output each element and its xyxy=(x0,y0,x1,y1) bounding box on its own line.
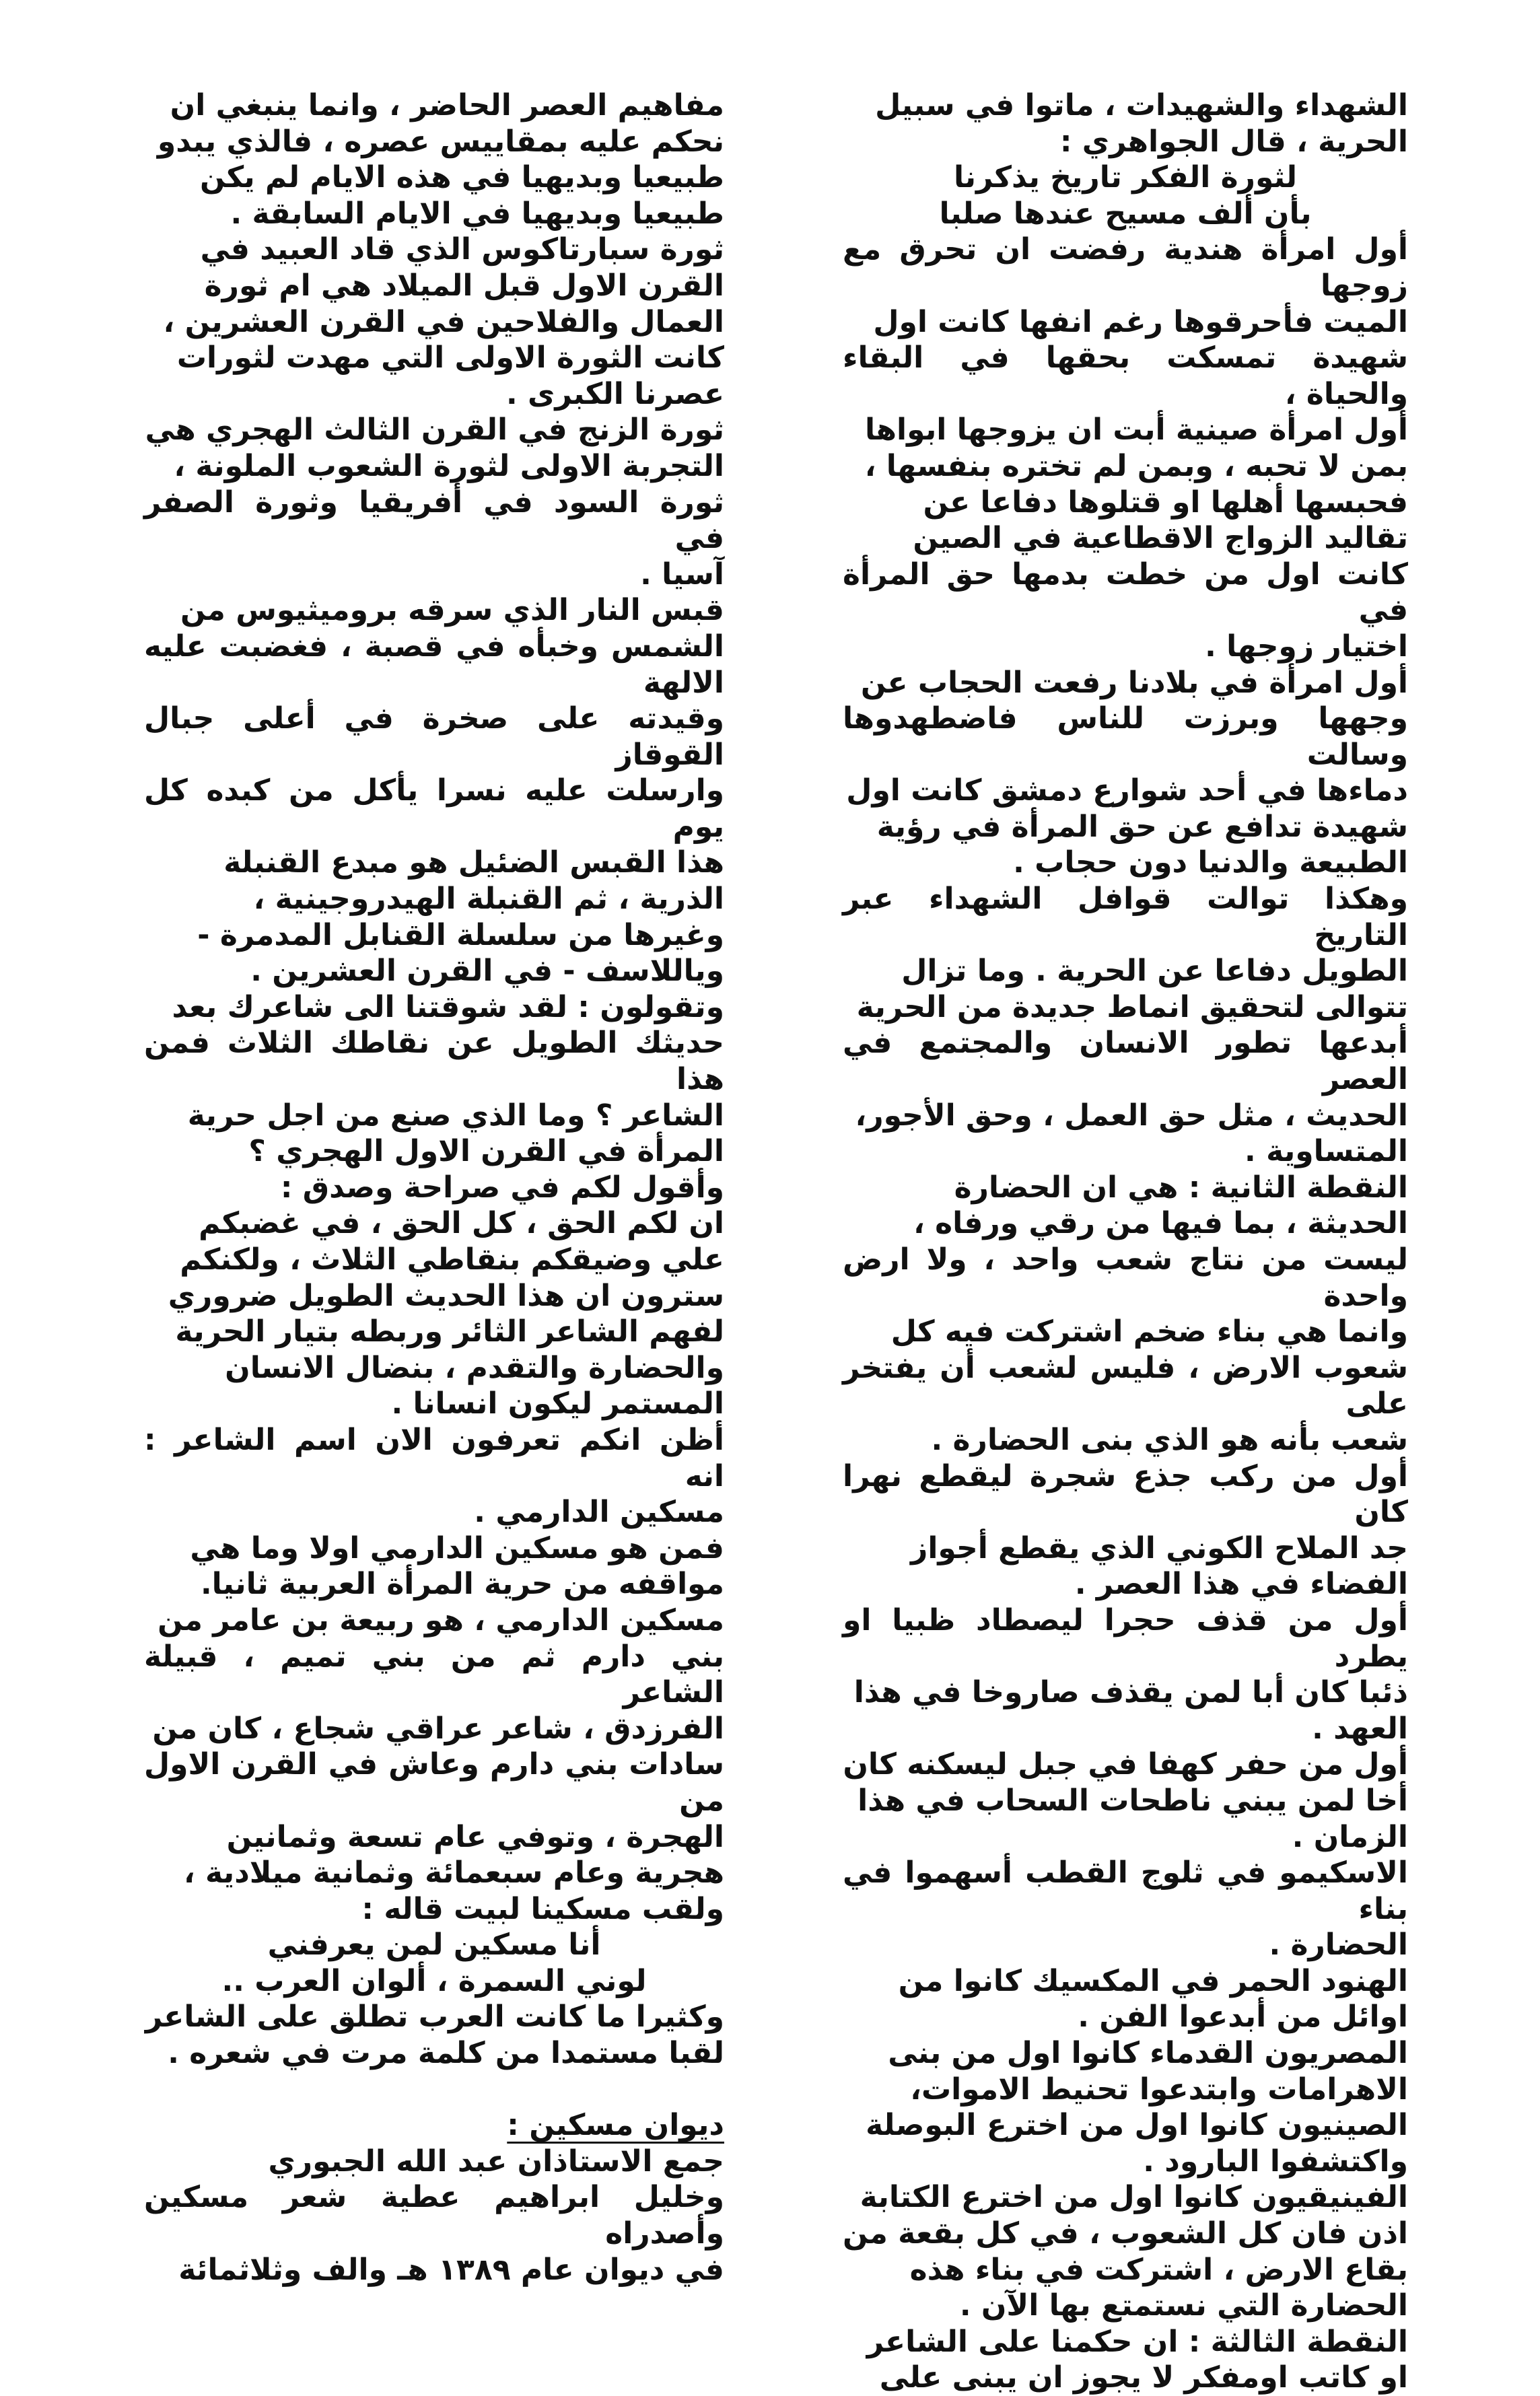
text-line: مواقفه من حرية المرأة العربية ثانيا. xyxy=(200,1567,724,1602)
text-line: أخا لمن يبني ناطحات السحاب في هذا xyxy=(858,1783,1408,1818)
text-line: أبدعها تطور الانسان والمجتمع في العصر xyxy=(843,1026,1408,1097)
text-line: الصينيون كانوا اول من اخترع البوصلة xyxy=(866,2108,1408,2143)
text-line: وقيدته على صخرة في أعلى جبال القوقاز xyxy=(144,701,724,772)
text-line: أول من قذف حجرا ليصطاد ظبيا او يطرد xyxy=(843,1602,1408,1674)
text-line: مسكين الدارمي ، هو ربيعة بن عامر من xyxy=(158,1602,724,1637)
text-line: أظن انكم تعرفون الان اسم الشاعر : انه xyxy=(144,1422,724,1493)
text-line: هذا القبس الضئيل هو مبدع القنبلة xyxy=(223,845,724,880)
text-line: الاسكيمو في ثلوج القطب أسهموا في بناء xyxy=(843,1856,1408,1926)
left-text-column xyxy=(144,87,724,2287)
text-line: وتقولون : لقد شوقتنا الى شاعرك بعد xyxy=(172,989,724,1024)
verse-line: لوني السمرة ، ألوان العرب .. xyxy=(221,1963,647,1998)
text-line: الطويل دفاعا عن الحرية . وما تزال xyxy=(901,954,1408,989)
text-line: الفينيقيون كانوا اول من اخترع الكتابة xyxy=(860,2180,1408,2215)
text-line: أول امرأة صينية أبت ان يزوجها ابواها xyxy=(865,413,1408,448)
text-line: القرن الاول قبل الميلاد هي ام ثورة xyxy=(204,268,724,303)
text-line: أول من حفر كهفا في جبل ليسكنه كان xyxy=(843,1747,1408,1782)
text-line: المرأة في القرن الاول الهجري ؟ xyxy=(248,1134,724,1169)
text-line: عصرنا الكبرى . xyxy=(505,376,724,411)
text-line: المصريون القدماء كانوا اول من بنى xyxy=(888,2036,1408,2071)
text-line: ليست من نتاج شعب واحد ، ولا ارض واحدة xyxy=(843,1242,1408,1313)
section-heading-text: ديوان مسكين : xyxy=(507,2108,724,2143)
text-line: جمع الاستاذان عبد الله الجبوري xyxy=(268,2144,724,2179)
text-line: علي وضيقكم بنقاطي الثلاث ، ولكنكم xyxy=(180,1242,724,1277)
text-line: الحديثة ، بما فيها من رقي ورفاه ، xyxy=(913,1206,1408,1241)
text-line: وياللاسف - في القرن العشرين . xyxy=(250,954,724,989)
text-line: طبيعيا وبديهيا في الايام السابقة . xyxy=(230,196,724,231)
text-line: فحبسها أهلها او قتلوها دفاعا عن xyxy=(923,485,1408,520)
text-line: والحضارة والتقدم ، بنضال الانسان xyxy=(225,1350,724,1385)
text-line: واكتشفوا البارود . xyxy=(1143,2144,1408,2179)
text-line: وانما هي بناء ضخم اشتركت فيه كل xyxy=(890,1314,1408,1349)
text-line: حديثك الطويل عن نقاطك الثلاث فمن هذا xyxy=(144,1026,724,1097)
text-line: هجرية وعام سبعمائة وثمانية ميلادية ، xyxy=(183,1856,724,1891)
text-line: شهيدة تمسكت بحقها في البقاء والحياة ، xyxy=(843,341,1408,411)
text-line: جد الملاح الكوني الذي يقطع أجواز xyxy=(911,1530,1408,1565)
text-line: بقاع الارض ، اشتركت في بناء هذه xyxy=(909,2252,1408,2287)
text-line: ثورة سبارتاكوس الذي قاد العبيد في xyxy=(200,232,724,267)
text-line: بمن لا تحبه ، وبمن لم تختره بنفسها ، xyxy=(864,448,1408,483)
text-line: تقاليد الزواج الاقطاعية في الصين xyxy=(913,521,1408,556)
text-line: فمن هو مسكين الدارمي اولا وما هي xyxy=(190,1530,724,1565)
text-line: الفرزدق ، شاعر عراقي شجاع ، كان من xyxy=(152,1711,724,1746)
text-line: سترون ان هذا الحديث الطويل ضروري xyxy=(168,1278,724,1313)
text-line: المتساوية . xyxy=(1245,1134,1408,1169)
text-line: وخليل ابراهيم عطية شعر مسكين وأصدراه xyxy=(144,2180,724,2251)
text-line: نحكم عليه بمقاييس عصره ، فالذي يبدو xyxy=(157,124,724,159)
text-line: العمال والفلاحين في القرن العشرين ، xyxy=(163,304,724,339)
text-line: اوائل من أبدعوا الفن . xyxy=(1078,2000,1408,2035)
text-line: ولقب مسكينا لبيت قاله : xyxy=(361,1891,724,1926)
text-line: تتوالى لتحقيق انماط جديدة من الحرية xyxy=(856,989,1408,1024)
text-line: الشاعر ؟ وما الذي صنع من اجل حرية xyxy=(187,1098,724,1133)
text-line: او كاتب اومفكر لا يجوز ان يبنى على xyxy=(879,2360,1408,2395)
text-line: أول امرأة في بلادنا رفعت الحجاب عن xyxy=(860,665,1408,700)
text-line: شعب بأنه هو الذي بنى الحضارة . xyxy=(931,1422,1408,1457)
text-line: أول من ركب جذع شجرة ليقطع نهرا كان xyxy=(843,1458,1408,1530)
text-line: وهكذا توالت قوافل الشهداء عبر التاريخ xyxy=(843,882,1408,952)
text-line: في ديوان عام ١٣٨٩ هـ والف وثلاثمائة xyxy=(178,2252,724,2287)
text-line: آسيا . xyxy=(640,557,724,592)
section-heading xyxy=(144,2107,724,2144)
verse-line: أنا مسكين لمن يعرفني xyxy=(267,1928,601,1963)
text-line: بني دارم ثم من بني تميم ، قبيلة الشاعر xyxy=(144,1639,724,1710)
text-line: النقطة الثانية : هي ان الحضارة xyxy=(954,1170,1408,1205)
text-line: الحرية ، قال الجواهري : xyxy=(1059,124,1408,159)
text-line: الاهرامات وابتدعوا تحنيط الاموات، xyxy=(910,2072,1408,2107)
text-line: شعوب الارض ، فليس لشعب أن يفتخر على xyxy=(843,1350,1408,1421)
text-line: الحديث ، مثل حق العمل ، وحق الأجور، xyxy=(855,1098,1408,1133)
text-line: أول امرأة هندية رفضت ان تحرق مع زوجها xyxy=(843,232,1408,303)
text-line: طبيعيا وبديهيا في هذه الايام لم يكن xyxy=(199,160,724,195)
text-line: وأقول لكم في صراحة وصدق : xyxy=(280,1170,724,1205)
text-line: ان لكم الحق ، كل الحق ، في غضبكم xyxy=(199,1206,724,1241)
text-line: الهنود الحمر في المكسيك كانوا من xyxy=(898,1963,1408,1998)
text-line: سادات بني دارم وعاش في القرن الاول من xyxy=(144,1747,724,1818)
text-line: مسكين الدارمي . xyxy=(474,1495,724,1530)
text-line: ذئبا كان أبا لمن يقذف صاروخا في هذا xyxy=(853,1675,1408,1710)
text-line: كانت الثورة الاولى التي مهدت لثورات xyxy=(176,341,724,376)
text-line: الحضارة . xyxy=(1269,1928,1408,1963)
text-line: كانت اول من خطت بدمها حق المرأة في xyxy=(843,557,1408,628)
text-line: وارسلت عليه نسرا يأكل من كبده كل يوم xyxy=(144,773,724,844)
text-line: دماءها في أحد شوارع دمشق كانت اول xyxy=(846,773,1408,808)
text-line: لفهم الشاعر الثائر وربطه بتيار الحرية xyxy=(175,1314,724,1349)
verse-line: بأن ألف مسيح عندها صلبا xyxy=(939,196,1312,231)
text-line: ثورة الزنج في القرن الثالث الهجري هي xyxy=(145,413,724,448)
text-line: الشمس وخبأه في قصبة ، فغضبت عليه الالهة xyxy=(144,629,724,700)
text-line: الفضاء في هذا العصر . xyxy=(1074,1567,1408,1602)
text-line: الذرية ، ثم القنبلة الهيدروجينية ، xyxy=(253,882,724,917)
text-line: التجربة الاولى لثورة الشعوب الملونة ، xyxy=(174,448,724,483)
text-line: لقبا مستمدا من كلمة مرت في شعره . xyxy=(168,2036,724,2071)
text-line: وغيرها من سلسلة القنابل المدمرة - xyxy=(197,917,724,952)
verse-line: لثورة الفكر تاريخ يذكرنا xyxy=(953,160,1298,195)
text-line: الطبيعة والدنيا دون حجاب . xyxy=(1013,845,1408,880)
text-line: النقطة الثالثة : ان حكمنا على الشاعر xyxy=(866,2324,1408,2359)
text-line: اختيار زوجها . xyxy=(1205,629,1408,664)
text-line: الشهداء والشهيدات ، ماتوا في سبيل xyxy=(875,88,1408,122)
text-line: وكثيرا ما كانت العرب تطلق على الشاعر xyxy=(145,2000,724,2035)
text-line: مفاهيم العصر الحاضر ، وانما ينبغي ان xyxy=(170,88,724,122)
text-line: الميت فأحرقوها رغم انفها كانت اول xyxy=(873,304,1408,339)
text-line: الزمان . xyxy=(1292,1819,1408,1854)
text-line: المستمر ليكون انسانا . xyxy=(391,1386,724,1421)
text-line: اذن فان كل الشعوب ، في كل بقعة من xyxy=(843,2216,1408,2251)
text-line: وجهها وبرزت للناس فاضطهدوها وسالت xyxy=(843,701,1408,772)
text-line: الحضارة التي نستمتع بها الآن . xyxy=(959,2288,1408,2323)
text-line: ثورة السود في أفريقيا وثورة الصفر في xyxy=(144,485,724,556)
text-line: شهيدة تدافع عن حق المرأة في رؤية xyxy=(876,809,1408,844)
right-text-column xyxy=(843,87,1408,2395)
text-line: العهد . xyxy=(1312,1711,1408,1746)
text-line: قبس النار الذي سرقه بروميثيوس من xyxy=(180,593,724,628)
text-line: الهجرة ، وتوفي عام تسعة وثمانين xyxy=(226,1819,724,1854)
